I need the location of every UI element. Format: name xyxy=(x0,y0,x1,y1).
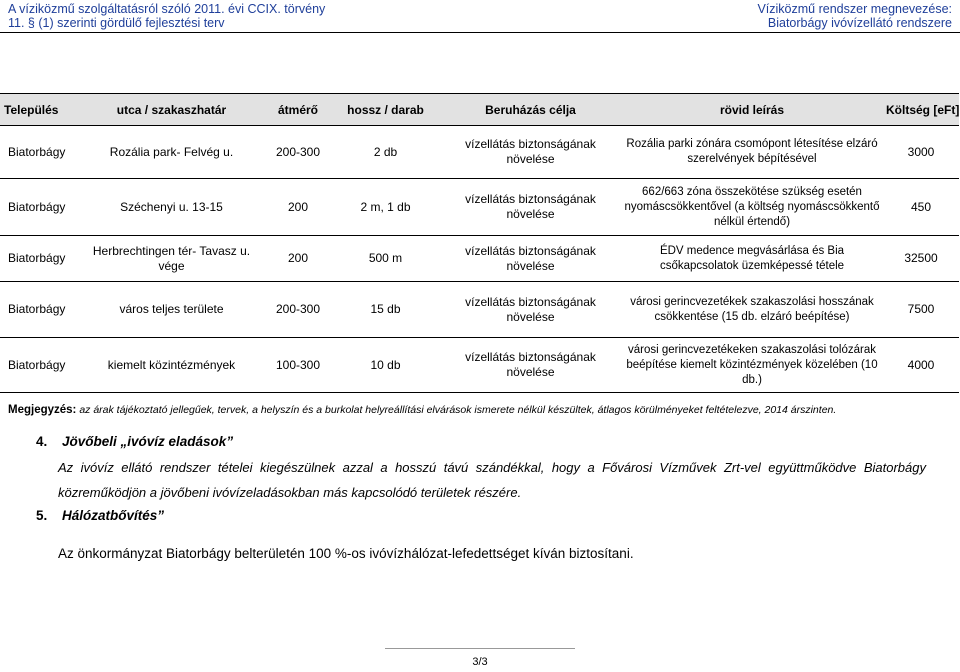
cell-street: kiemelt közintézmények xyxy=(78,338,265,393)
cell-goal: vízellátás biztonságának növelése xyxy=(440,126,621,179)
cell-street: Rozália park- Felvég u. xyxy=(78,126,265,179)
section-4-number: 4. xyxy=(36,434,48,449)
col-header-diameter: átmérő xyxy=(265,94,331,126)
header-system-label: Víziközmű rendszer megnevezése: xyxy=(757,2,952,16)
cell-diameter: 200 xyxy=(265,179,331,236)
col-header-length: hossz / darab xyxy=(331,94,440,126)
section-4-title: Jövőbeli „ivóvíz eladások” xyxy=(62,434,234,449)
section-4-paragraph: Az ivóvíz ellátó rendszer tételei kiegészülnek azzal a hosszú távú szándékkal, hogy a Fővárosi Vízművek Zrt-vel együttműködve Biatorbágy közreműködjön a jövőbeni ivóvízeladásokban más kapcsolódó területek részére. xyxy=(58,460,926,500)
table-row xyxy=(0,179,959,236)
cell-goal: vízellátás biztonságának növelése xyxy=(440,236,621,282)
cell-place: Biatorbágy xyxy=(0,236,78,282)
cell-description: városi gerincvezetékeken szakaszolási tolózárak beépítése kiemelt közintézmények közelében (10 db.) xyxy=(621,338,883,393)
cell-description: Rozália parki zónára csomópont létesítése elzáró szerelvények bépítésével xyxy=(621,126,883,179)
header-divider xyxy=(0,32,960,33)
investment-table xyxy=(0,93,959,393)
cell-length: 2 m, 1 db xyxy=(331,179,440,236)
page-number: 3/3 xyxy=(472,656,488,668)
cell-place: Biatorbágy xyxy=(0,338,78,393)
cell-length: 2 db xyxy=(331,126,440,179)
cell-cost: 7500 xyxy=(883,282,959,338)
section-5-title: Hálózatbővítés” xyxy=(62,508,165,523)
section-5-number: 5. xyxy=(36,508,48,523)
col-header-goal: Beruházás célja xyxy=(440,94,621,126)
cell-goal: vízellátás biztonságának növelése xyxy=(440,338,621,393)
cell-length: 15 db xyxy=(331,282,440,338)
cell-description: városi gerincvezetékek szakaszolási hosszának csökkentése (15 db. elzáró beépítése) xyxy=(621,282,883,338)
cell-street: Herbrechtingen tér- Tavasz u. vége xyxy=(78,236,265,282)
price-note xyxy=(8,404,836,416)
header-law-title: A víziközmű szolgáltatásról szóló 2011. évi CCIX. törvény xyxy=(8,2,326,16)
table-row xyxy=(0,236,959,282)
cell-diameter: 100-300 xyxy=(265,338,331,393)
cell-cost: 3000 xyxy=(883,126,959,179)
section-5-heading xyxy=(36,508,164,523)
col-header-place: Település xyxy=(0,94,78,126)
cell-cost: 4000 xyxy=(883,338,959,393)
cell-goal: vízellátás biztonságának növelése xyxy=(440,282,621,338)
section-5-paragraph: Az önkormányzat Biatorbágy belterületén 100 %-os ivóvízhálózat-lefedettséget kíván biztosítani. xyxy=(58,546,634,561)
cell-place: Biatorbágy xyxy=(0,179,78,236)
cell-place: Biatorbágy xyxy=(0,126,78,179)
table-row xyxy=(0,126,959,179)
table-header-row xyxy=(0,94,959,126)
section-4-heading xyxy=(36,434,233,449)
table-row xyxy=(0,282,959,338)
cell-length: 500 m xyxy=(331,236,440,282)
header-system-name: Biatorbágy ivóvízellátó rendszere xyxy=(767,16,952,30)
cell-street: város teljes területe xyxy=(78,282,265,338)
table-row xyxy=(0,338,959,393)
cell-diameter: 200-300 xyxy=(265,282,331,338)
col-header-description: rövid leírás xyxy=(621,94,883,126)
col-header-street: utca / szakaszhatár xyxy=(78,94,265,126)
note-label: Megjegyzés: xyxy=(8,404,77,416)
cell-diameter: 200-300 xyxy=(265,126,331,179)
cell-description: ÉDV medence megvásárlása és Bia csőkapcsolatok üzemképessé tétele xyxy=(621,236,883,282)
cell-street: Széchenyi u. 13-15 xyxy=(78,179,265,236)
cell-cost: 450 xyxy=(883,179,959,236)
cell-description: 662/663 zóna összekötése szükség esetén nyomáscsökkentővel (a költség nyomáscsökkentő nélkül értendő) xyxy=(621,179,883,236)
footer-divider xyxy=(385,648,575,649)
cell-goal: vízellátás biztonságának növelése xyxy=(440,179,621,236)
note-text: az árak tájékoztató jellegűek, tervek, a helyszín és a burkolat helyreállítási elvárások ismerete nélkül készültek, átlagos körülményeket feltételezve, 2014 árszinten. xyxy=(79,404,837,416)
cell-cost: 32500 xyxy=(883,236,959,282)
header-plan-title: 11. § (1) szerinti gördülő fejlesztési terv xyxy=(8,16,225,30)
cell-length: 10 db xyxy=(331,338,440,393)
cell-place: Biatorbágy xyxy=(0,282,78,338)
cell-diameter: 200 xyxy=(265,236,331,282)
col-header-cost: Költség [eFt] xyxy=(883,94,959,126)
